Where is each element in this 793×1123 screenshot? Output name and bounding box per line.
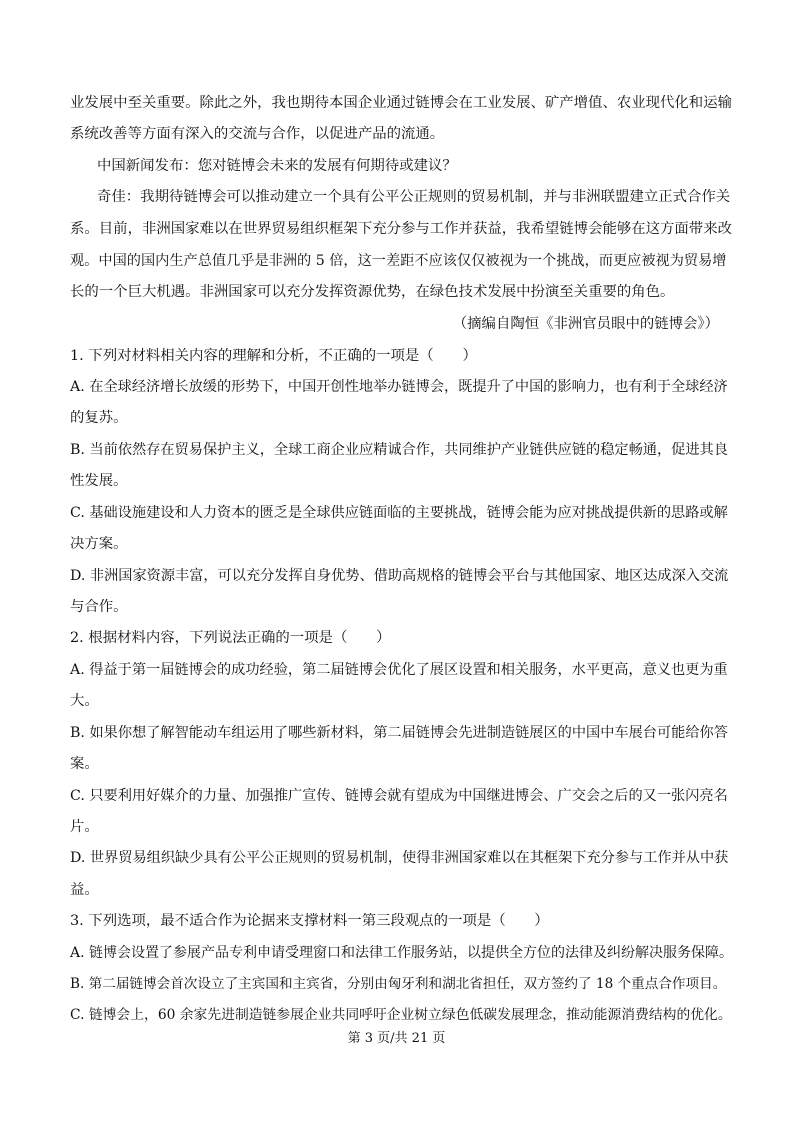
option-line: 与合作。 xyxy=(70,599,128,615)
question-stem: 2. 根据材料内容，下列说法正确的一项是（ ） xyxy=(70,630,391,646)
option-line: B. 当前依然存在贸易保护主义，全球工商企业应精诚合作，共同维护产业链供应链的稳定畅通，促进其良 xyxy=(70,442,728,458)
option-line: A. 在全球经济增长放缓的形势下，中国开创性地举办链博会，既提升了中国的影响力，也有利于全球经济 xyxy=(70,379,728,395)
passage-line: 业发展中至关重要。除此之外，我也期待本国企业通过链博会在工业发展、矿产增值、农业现代化和运输 xyxy=(70,95,732,111)
question-stem: 3. 下列选项，最不适合作为论据来支撑材料一第三段观点的一项是（ ） xyxy=(70,913,549,929)
interview-answer-line: 系。目前，非洲国家难以在世界贸易组织框架下充分参与工作并获益，我希望链博会能够在这方面带来改 xyxy=(70,221,732,237)
option-line: B. 如果你想了解智能动车组运用了哪些新材料，第二届链博会先进制造链展区的中国中车展台可能给你答 xyxy=(70,725,728,741)
option-line: C. 只要利用好媒介的力量、加强推广宣传、链博会就有望成为中国继进博会、广交会之后的又一张闪亮名 xyxy=(70,788,728,804)
option-line: 益。 xyxy=(70,882,99,898)
option-line: 片。 xyxy=(70,819,99,835)
option-line: 大。 xyxy=(70,693,99,709)
option-line: 案。 xyxy=(70,756,99,772)
option-line: A. 得益于第一届链博会的成功经验，第二届链博会优化了展区设置和相关服务，水平更高，意义也更为重 xyxy=(70,662,728,678)
option-line: C. 基础设施建设和人力资本的匮乏是全球供应链面临的主要挑战，链博会能为应对挑战提供新的思路或解 xyxy=(70,505,728,521)
option-line: 决方案。 xyxy=(70,536,128,552)
option-line: C. 链博会上，60 余家先进制造链参展企业共同呼吁企业树立绿色低碳发展理念，推动能源消费结构的优化。 xyxy=(70,1007,732,1023)
option-line: D. 非洲国家资源丰富，可以充分发挥自身优势、借助高规格的链博会平台与其他国家、地区达成深入交流 xyxy=(70,568,729,584)
option-line: 的复苏。 xyxy=(70,410,128,426)
interview-question: 中国新闻发布：您对链博会未来的发展有何期待或建议？ xyxy=(97,158,457,174)
question-stem: 1. 下列对材料相关内容的理解和分析，不正确的一项是（ ） xyxy=(70,348,477,364)
page-number-footer: 第 3 页/共 21 页 xyxy=(347,1031,446,1046)
interview-answer-line: 奇佳：我期待链博会可以推动建立一个具有公平公正规则的贸易机制，并与非洲联盟建立正式合作关 xyxy=(97,189,731,205)
interview-answer-line: 观。中国的国内生产总值几乎是非洲的 5 倍，这一差距不应该仅仅被视为一个挑战，而更应被视为贸易增 xyxy=(70,253,727,269)
source-citation: （摘编自陶恒《非洲官员眼中的链博会》） xyxy=(452,316,719,332)
interview-answer-line: 长的一个巨大机遇。非洲国家可以充分发挥资源优势，在绿色技术发展中扮演至关重要的角色。 xyxy=(70,284,675,300)
option-line: D. 世界贸易组织缺少具有公平公正规则的贸易机制，使得非洲国家难以在其框架下充分参与工作并从中获 xyxy=(70,850,729,866)
option-line: B. 第二届链博会首次设立了主宾国和主宾省，分别由匈牙利和湖北省担任，双方签约了 18 个重点合作项目。 xyxy=(70,976,727,992)
passage-line: 系统改善等方面有深入的交流与合作，以促进产品的流通。 xyxy=(70,126,445,142)
option-line: A. 链博会设置了参展产品专利申请受理窗口和法律工作服务站，以提供全方位的法律及纠纷解决服务保障。 xyxy=(70,945,734,961)
option-line: 性发展。 xyxy=(70,473,128,489)
